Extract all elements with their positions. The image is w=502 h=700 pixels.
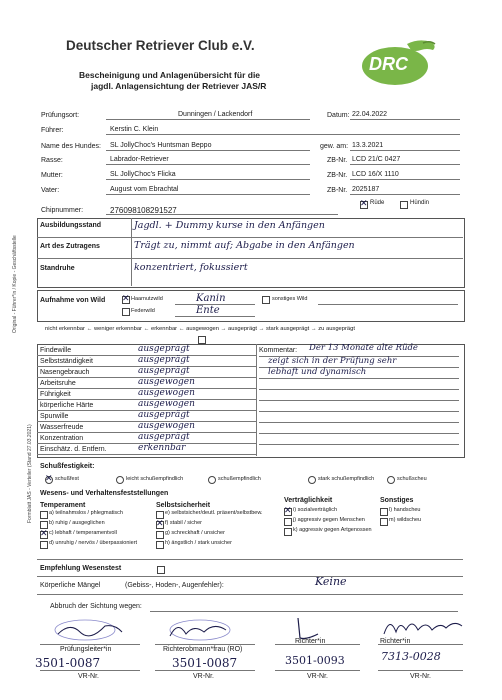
trait-label: Einschätz. d. Entfern. (40, 446, 107, 453)
temperament-checkbox[interactable] (40, 531, 48, 539)
wesenstest-checkbox[interactable] (157, 566, 165, 574)
trait-value: erkennbar (138, 443, 186, 453)
vr-nr-2-value: 3501-0087 (172, 656, 238, 670)
fuehrer-label: Führer: (41, 127, 64, 134)
schussempfindlich-radio[interactable] (208, 476, 216, 484)
zutragen-label: Art des Zutragens (40, 243, 100, 250)
gew-value: 13.3.2021 (352, 142, 384, 149)
rasse-label: Rasse: (41, 157, 63, 164)
stark-schussempfindlich-label: stark schußempfindlich (318, 476, 375, 482)
fuehrer-value: Kerstin C. Klein (110, 126, 159, 133)
trait-value: ausgewogen (138, 399, 195, 409)
chip-value: 276098108291527 (110, 206, 177, 215)
ruede-label: Rüde (370, 200, 385, 206)
trait-row-line (37, 454, 256, 455)
temperament-label: Temperament (40, 502, 86, 509)
leicht-schussempfindlich-radio[interactable] (116, 476, 124, 484)
trait-label: Konzentration (40, 435, 84, 442)
federwild-value: Ente (196, 305, 220, 316)
sonstiges-checkbox[interactable] (380, 518, 388, 526)
zb2-value: LCD 16/X 1110 (352, 171, 399, 178)
side-text-formblatt: Formblatt JAS - Verteiler (Stand 27.03.2021) (27, 424, 33, 523)
sonstiges-wild-checkbox[interactable] (262, 296, 270, 304)
schussfest-radio[interactable] (45, 476, 53, 484)
datum-value: 22.04.2022 (352, 111, 388, 118)
schussscheu-radio[interactable] (387, 476, 395, 484)
sonstiges-wild-label: sonstiges Wild (272, 296, 308, 302)
vr-nr-1-label: VR-Nr. (78, 673, 99, 680)
schussfestigkeit-label: Schußfestigkeit: (40, 463, 95, 470)
trait-label: Spurwille (40, 413, 69, 420)
maengel-hint: (Gebiss-, Hoden-, Augenfehler): (125, 582, 224, 589)
club-title: Deutscher Retriever Club e.V. (66, 38, 255, 53)
vertraeglichkeit-option-label: k) aggressiv gegen Artgenossen (293, 527, 372, 533)
temperament-checkbox[interactable] (40, 541, 48, 549)
trait-label: körperliche Härte (40, 402, 94, 409)
vr-nr-4-label: VR-Nr. (410, 673, 431, 680)
gew-label: gew. am: (320, 143, 349, 150)
rasse-value: Labrador-Retriever (110, 156, 169, 163)
zb1-value: LCD 21/C 0427 (352, 156, 401, 163)
zb2-label: ZB-Nr. (327, 172, 348, 179)
haarnutzwild-checkbox[interactable] (122, 296, 130, 304)
trait-label: Führigkeit (40, 391, 71, 398)
vertraeglichkeit-checkbox[interactable] (284, 518, 292, 526)
vr-nr-1-value: 3501-0087 (35, 656, 101, 670)
trait-value: ausgeprägt (138, 366, 190, 376)
selbstsicherheit-checkbox[interactable] (156, 541, 164, 549)
kommentar-line-2: zeigt sich in der Prüfung sehr (268, 356, 397, 366)
drc-logo (357, 38, 439, 88)
vater-label: Vater: (41, 187, 60, 194)
temperament-checkbox[interactable] (40, 511, 48, 519)
sig-richter-1-label: Richter*in (295, 638, 326, 645)
abbruch-label: Abbruch der Sichtung wegen: (50, 603, 142, 610)
sonstiges-label: Sonstiges (380, 497, 414, 504)
wesen-title: Wesens- und Verhaltensfeststellungen (40, 490, 169, 497)
vr-nr-3-label: VR-Nr. (307, 673, 328, 680)
standruhe-value: konzentriert, fokussiert (134, 262, 248, 273)
zb3-label: ZB-Nr. (327, 187, 348, 194)
trait-value: ausgeprägt (138, 410, 190, 420)
trait-value: ausgewogen (138, 377, 195, 387)
temperament-option-label: b) ruhig / ausgeglichen (49, 520, 105, 526)
ruede-checkbox[interactable] (360, 201, 368, 209)
federwild-label: Federwild (131, 308, 155, 314)
selbstsicherheit-option-label: e) selbstsicher/deutl. präsent/selbstbew. (165, 510, 263, 516)
trait-label: Arbeitsruhe (40, 380, 76, 387)
sonstiges-option-label: l) handscheu (389, 507, 421, 513)
selbstsicherheit-option-label: h) ängstlich / stark unsicher (165, 540, 232, 546)
ausbildungsstand-label: Ausbildungsstand (40, 222, 102, 229)
temperament-option-label: a) teilnahmslos / phlegmatisch (49, 510, 123, 516)
selbstsicherheit-checkbox[interactable] (156, 521, 164, 529)
haarnutzwild-label: Haarnutzwild (131, 296, 163, 302)
drc-logo-text: DRC (369, 54, 408, 74)
mutter-value: SL JollyChoc's Flicka (110, 171, 176, 178)
trait-label: Findewille (40, 347, 72, 354)
trait-label: Nasengebrauch (40, 369, 90, 376)
trait-label: Selbstständigkeit (40, 358, 93, 365)
signature-richterobmann (160, 616, 240, 644)
kommentar-label: Kommentar: (259, 347, 298, 354)
chip-label: Chipnummer: (41, 207, 84, 214)
form-subtitle-2: jagdl. Anlagensichtung der Retriever JAS/R (91, 81, 267, 91)
trait-value: ausgeprägt (138, 355, 190, 365)
selbstsicherheit-option-label: g) schreckhaft / unsicher (165, 530, 225, 536)
pruefungsort-label: Prüfungsort: (41, 112, 80, 119)
schussfest-label: schußfest (55, 476, 79, 482)
pruefungsort-value: Dunningen / Lackendorf (178, 111, 253, 118)
vr-nr-4-value: 7313-0028 (381, 650, 441, 663)
selbstsicherheit-label: Selbstsicherheit (156, 502, 211, 509)
scale-center-marker (198, 336, 206, 344)
aufnahme-label: Aufnahme von Wild (40, 297, 106, 304)
selbstsicherheit-checkbox[interactable] (156, 531, 164, 539)
vertraeglichkeit-checkbox[interactable] (284, 528, 292, 536)
signature-pruefungsleiter (50, 616, 130, 644)
vertraeglichkeit-option-label: i) sozialverträglich (293, 507, 338, 513)
selbstsicherheit-option-label: f) stabil / sicher (165, 520, 202, 526)
form-subtitle-1: Bescheinigung und Anlagenübersicht für die (79, 70, 261, 80)
scale-legend: nicht erkennbar ← weniger erkennbar ← erkennbar ← ausgewogen → ausgeprägt → stark ausgeprägt → zu ausgeprägt (45, 326, 355, 332)
vr-nr-2-label: VR-Nr. (193, 673, 214, 680)
vater-value: August vom Ebrachtal (110, 186, 179, 193)
kommentar-line-1: Der 13 Monate alte Rüde (309, 343, 418, 353)
vr-nr-3-value: 3501-0093 (285, 654, 345, 667)
stark-schussempfindlich-radio[interactable] (308, 476, 316, 484)
sonstiges-checkbox[interactable] (380, 508, 388, 516)
schussscheu-label: schußscheu (397, 476, 427, 482)
mutter-label: Mutter: (41, 172, 63, 179)
schussempfindlich-label: schußempfindlich (218, 476, 261, 482)
maengel-label: Körperliche Mängel (40, 582, 101, 589)
trait-value: ausgeprägt (138, 344, 190, 354)
temperament-option-label: d) unruhig / nervös / überpassioniert (49, 540, 138, 546)
trait-value: ausgewogen (138, 421, 195, 431)
sig-richterobmann-label: Richterobmann*frau (RO) (163, 646, 243, 653)
side-text-original: Original - Führer*in / Kopie - Geschäftsstelle (12, 235, 18, 333)
kommentar-line-3: lebhaft und dynamisch (268, 367, 367, 377)
vertraeglichkeit-option-label: j) aggressiv gegen Menschen (293, 517, 365, 523)
zb1-label: ZB-Nr. (327, 157, 348, 164)
trait-value: ausgeprägt (138, 432, 190, 442)
aufnahme-box (37, 290, 465, 322)
leicht-schussempfindlich-label: leicht schußempfindlich (126, 476, 184, 482)
ausbildungsstand-value: Jagdl. + Dummy kurse in den Anfängen (134, 220, 325, 231)
haarnutzwild-value: Kanin (196, 293, 226, 304)
sonstiges-option-label: m) wildscheu (389, 517, 422, 523)
huendin-label: Hündin (410, 200, 430, 206)
name-label: Name des Hundes: (41, 143, 101, 150)
zutragen-value: Trägt zu, nimmt auf; Abgabe in den Anfängen (134, 240, 355, 251)
vertraeglichkeit-checkbox[interactable] (284, 508, 292, 516)
federwild-checkbox[interactable] (122, 308, 130, 316)
name-value: SL JollyChoc's Huntsman Beppo (110, 142, 212, 149)
trait-value: ausgewogen (138, 388, 195, 398)
huendin-checkbox[interactable] (400, 201, 408, 209)
vertraeglichkeit-label: Verträglichkeit (284, 497, 333, 504)
standruhe-label: Standruhe (40, 265, 75, 272)
datum-label: Datum: (327, 112, 350, 119)
sig-pruefungsleiter-label: Prüfungsleiter*in (60, 646, 112, 653)
zb3-value: 2025187 (352, 186, 380, 193)
wesenstest-label: Empfehlung Wesenstest (40, 565, 122, 572)
temperament-option-label: c) lebhaft / temperamentvoll (49, 530, 117, 536)
sig-richter-2-label: Richter*in (380, 638, 411, 645)
maengel-value: Keine (315, 575, 347, 588)
traits-box (37, 344, 465, 458)
trait-label: Wasserfreude (40, 424, 84, 431)
